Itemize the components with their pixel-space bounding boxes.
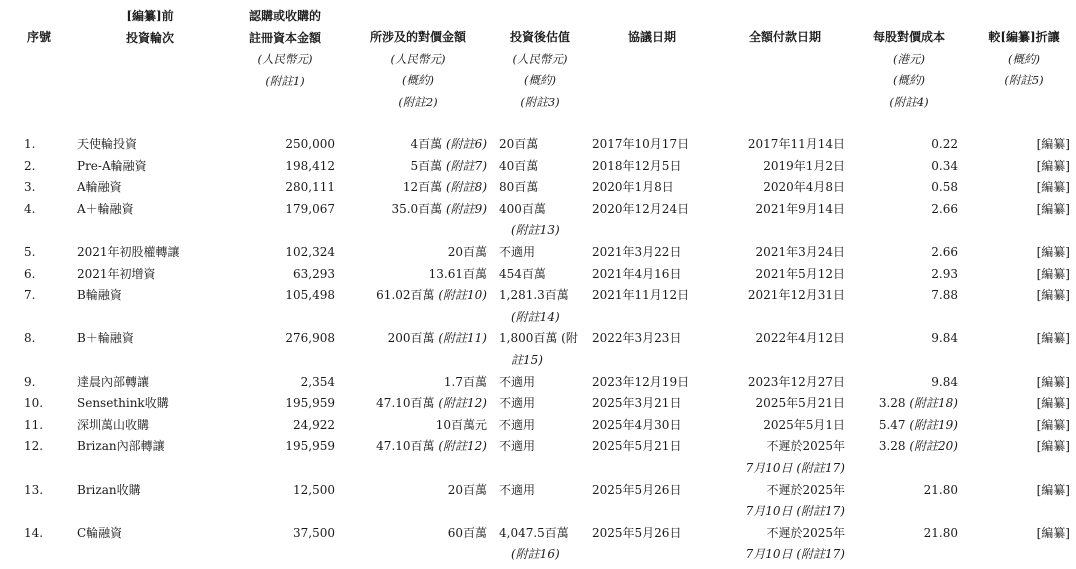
round-name: 深圳萬山收購 (77, 417, 150, 432)
agreement-date: 2025年5月26日 (592, 525, 682, 540)
header-payment-date-label: 全額付款日期 (748, 30, 821, 44)
row-number: 1. (24, 137, 36, 151)
valuation-value: 不適用 (499, 374, 536, 389)
cost-value: 0.22 (931, 137, 958, 151)
header-round-line1: [編纂]前 (126, 9, 174, 23)
consideration-note: (附註7) (446, 158, 487, 173)
consideration-value: 47.10百萬 (376, 439, 435, 454)
valuation (499, 134, 594, 156)
payment-date (705, 134, 845, 156)
payment-date-line1: 2021年5月12日 (755, 266, 845, 281)
agreement-date: 2021年11月12日 (592, 288, 690, 303)
payment-date (705, 242, 845, 264)
header-discount-approx: (概約) (1008, 51, 1040, 66)
header-cost-note: (附註4) (889, 94, 929, 109)
round-name: 天使輪投資 (77, 137, 138, 151)
discount: [編纂] (1036, 288, 1070, 303)
header-consideration (358, 27, 478, 113)
round-name: 2021年初增資 (77, 266, 156, 281)
discount: [編纂] (1036, 201, 1070, 216)
row-number: 2. (24, 158, 36, 173)
header-discount-label: 較[編纂]折讓 (988, 30, 1060, 44)
capital-amount: 12,500 (293, 482, 335, 497)
agreement-date: 2020年1月8日 (592, 180, 674, 195)
discount: [編纂] (1036, 396, 1070, 411)
consideration (340, 415, 487, 437)
valuation (499, 415, 594, 437)
round-name: Brizan收購 (77, 482, 141, 497)
discount: [編纂] (1036, 439, 1070, 454)
header-consideration-note: (附註2) (398, 94, 438, 109)
valuation-value: 1,281.3百萬 (499, 288, 569, 303)
payment-date (705, 264, 845, 286)
cost-per-share (850, 242, 958, 264)
agreement-date: 2021年4月16日 (592, 266, 682, 281)
capital-amount: 105,498 (285, 288, 335, 303)
consideration-value: 4百萬 (410, 137, 443, 151)
cost-value: 21.80 (923, 482, 958, 497)
round-name: Brizan內部轉讓 (77, 439, 165, 454)
consideration (340, 393, 487, 415)
table-row (0, 372, 1076, 394)
table-row (0, 480, 1076, 523)
payment-date (705, 415, 845, 437)
consideration-note: (附註9) (446, 201, 487, 216)
row-number: 10. (24, 396, 44, 411)
consideration-note: (附註12) (438, 396, 487, 411)
consideration-value: 60百萬 (447, 525, 487, 540)
cost-value: 21.80 (923, 525, 958, 540)
round-name: Pre-A輪融資 (77, 158, 147, 173)
consideration-value: 20百萬 (447, 482, 487, 497)
payment-date (705, 436, 845, 479)
table-row (0, 285, 1076, 328)
capital-amount: 195,959 (285, 396, 335, 411)
payment-date-line1: 2021年9月14日 (755, 201, 845, 216)
payment-date-line1: 2021年3月24日 (755, 244, 845, 259)
valuation (499, 242, 594, 264)
capital-amount: 198,412 (285, 158, 335, 173)
cost-value: 0.34 (931, 158, 958, 173)
discount: [編纂] (1036, 266, 1070, 281)
agreement-date: 2021年3月22日 (592, 244, 682, 259)
consideration-value: 61.02百萬 (376, 288, 435, 303)
row-number: 13. (24, 482, 44, 497)
header-valuation (490, 27, 590, 113)
valuation-value: 不適用 (499, 482, 536, 497)
cost-per-share (850, 523, 958, 545)
header-amount-unit: (人民幣元) (257, 52, 313, 66)
round-name: A輪融資 (77, 180, 122, 195)
capital-amount: 280,111 (285, 180, 335, 195)
header-payment-date (735, 27, 835, 49)
table-row (0, 156, 1076, 178)
consideration-note: (附註8) (446, 180, 487, 195)
header-round (100, 6, 200, 49)
payment-date (705, 480, 845, 523)
table-row (0, 177, 1076, 199)
header-valuation-approx: (概約) (524, 73, 556, 87)
table-row (0, 393, 1076, 415)
cost-per-share (850, 199, 958, 221)
payment-date (705, 156, 845, 178)
valuation (499, 156, 594, 178)
valuation-value: 不適用 (499, 439, 536, 454)
consideration-value: 5百萬 (410, 158, 443, 173)
valuation-value: 400百萬 (499, 201, 546, 216)
consideration (340, 177, 487, 199)
cost-per-share (850, 264, 958, 286)
payment-date-line1: 2025年5月1日 (763, 417, 845, 432)
agreement-date: 2020年12月24日 (592, 201, 690, 216)
consideration (340, 480, 487, 502)
header-cost-approx: (概約) (893, 73, 925, 87)
consideration (340, 372, 487, 394)
capital-amount: 24,922 (293, 417, 335, 432)
table-body (0, 134, 1076, 566)
consideration (340, 264, 487, 286)
valuation-value: 不適用 (499, 244, 536, 259)
table-row (0, 134, 1076, 156)
discount: [編纂] (1036, 158, 1070, 173)
valuation (499, 285, 594, 328)
payment-date (705, 285, 845, 307)
payment-date (705, 328, 845, 350)
payment-date-line1: 不遲於2025年 (766, 439, 845, 454)
capital-amount: 250,000 (285, 137, 335, 151)
header-discount (976, 27, 1072, 92)
header-consideration-approx: (概約) (402, 73, 434, 87)
cost-per-share (850, 177, 958, 199)
capital-amount: 37,500 (293, 525, 335, 540)
header-consideration-unit: (人民幣元) (390, 51, 446, 66)
agreement-date: 2025年5月26日 (592, 482, 682, 497)
cost-value: 7.88 (931, 288, 958, 303)
discount: [編纂] (1036, 137, 1070, 151)
round-name: B輪融資 (77, 288, 122, 303)
payment-date-line1: 2020年4月8日 (763, 180, 845, 195)
header-amount-note: (附註1) (265, 73, 305, 88)
row-number: 7. (24, 288, 36, 303)
row-number: 9. (24, 374, 36, 389)
payment-date-line1: 2023年12月27日 (747, 374, 845, 389)
valuation-value: 40百萬 (499, 158, 539, 173)
payment-date-line1: 不遲於2025年 (766, 525, 845, 540)
row-number: 11. (24, 417, 44, 432)
row-number: 12. (24, 439, 44, 454)
valuation (499, 393, 594, 415)
table-header (0, 6, 1076, 114)
valuation (499, 199, 594, 242)
header-consideration-label: 所涉及的對價金額 (369, 30, 466, 44)
table-row (0, 328, 1076, 371)
cost-value: 9.84 (931, 331, 958, 346)
consideration-note: (附註10) (438, 288, 487, 303)
header-amount-line2: 註冊資本金額 (248, 30, 321, 45)
consideration-value: 47.10百萬 (376, 396, 435, 411)
discount: [編纂] (1036, 482, 1070, 497)
header-discount-note: (附註5) (1004, 73, 1044, 87)
valuation (499, 328, 594, 371)
capital-amount: 2,354 (300, 374, 335, 389)
header-cost-unit: (港元) (893, 51, 925, 66)
consideration (340, 285, 487, 307)
consideration-value: 13.61百萬 (428, 266, 487, 281)
payment-date (705, 523, 845, 566)
header-valuation-unit: (人民幣元) (512, 51, 568, 66)
valuation-value: 4,047.5百萬 (499, 525, 569, 540)
valuation-note: (附註13) (511, 223, 560, 238)
consideration-value: 200百萬 (387, 331, 435, 346)
capital-amount: 63,293 (293, 266, 335, 281)
consideration-value: 10百萬元 (435, 417, 487, 432)
cost-per-share (850, 285, 958, 307)
valuation (499, 372, 594, 394)
discount: [編纂] (1036, 244, 1070, 259)
agreement-date: 2025年4月30日 (592, 417, 682, 432)
header-amount-line1: 認購或收購的 (248, 9, 321, 23)
header-seq (24, 27, 54, 49)
cost-per-share (850, 480, 958, 502)
payment-date (705, 177, 845, 199)
row-number: 6. (24, 266, 36, 281)
agreement-date: 2025年5月21日 (592, 439, 682, 454)
valuation-note: (附註16) (511, 547, 560, 562)
consideration (340, 242, 487, 264)
cost-note: (附註18) (909, 396, 958, 411)
header-cost-label: 每股對價成本 (872, 30, 945, 44)
cost-note: (附註20) (909, 439, 958, 454)
cost-value: 2.93 (931, 266, 958, 281)
round-name: 達晨內部轉讓 (77, 374, 150, 389)
cost-value: 3.28 (878, 439, 906, 454)
table-row (0, 523, 1076, 566)
capital-amount: 179,067 (285, 201, 335, 216)
valuation-note: 註15) (511, 352, 543, 367)
payment-date (705, 199, 845, 221)
consideration-note: (附註6) (446, 137, 487, 151)
row-number: 3. (24, 180, 36, 195)
cost-value: 2.66 (931, 244, 958, 259)
round-name: A＋輪融資 (77, 201, 134, 216)
payment-date-line1: 2022年4月12日 (755, 331, 845, 346)
agreement-date: 2018年12月5日 (592, 158, 682, 173)
cost-per-share (850, 328, 958, 350)
row-number: 14. (24, 525, 44, 540)
row-number: 4. (24, 201, 36, 216)
payment-date-line1: 2025年5月21日 (755, 396, 845, 411)
round-name: Sensethink收購 (77, 396, 169, 411)
consideration (340, 156, 487, 178)
valuation-value: 20百萬 (499, 137, 539, 151)
payment-date (705, 372, 845, 394)
discount: [編纂] (1036, 180, 1070, 195)
header-round-line2: 投資輪次 (125, 30, 174, 45)
payment-date-line2: 7月10日 (附註17) (745, 504, 845, 518)
agreement-date: 2017年10月17日 (592, 137, 690, 151)
cost-per-share (850, 156, 958, 178)
agreement-date: 2022年3月23日 (592, 331, 682, 346)
consideration (340, 199, 487, 221)
cost-value: 3.28 (878, 396, 906, 411)
round-name: B＋輪融資 (77, 331, 134, 346)
table-row (0, 436, 1076, 479)
row-number: 8. (24, 331, 36, 346)
valuation (499, 523, 594, 566)
agreement-date: 2025年3月21日 (592, 396, 682, 411)
capital-amount: 195,959 (285, 439, 335, 454)
consideration-value: 12百萬 (402, 180, 443, 195)
row-number: 5. (24, 244, 36, 259)
cost-value: 2.66 (931, 201, 958, 216)
capital-amount: 276,908 (285, 331, 335, 346)
discount: [編纂] (1036, 374, 1070, 389)
valuation-value: 80百萬 (499, 180, 539, 195)
payment-date-line2: 7月10日 (附註17) (745, 460, 845, 475)
payment-date-line2: 7月10日 (附註17) (745, 547, 845, 562)
valuation-value: 454百萬 (499, 266, 546, 281)
header-seq-label: 序號 (26, 30, 51, 44)
valuation (499, 177, 594, 199)
cost-per-share (850, 134, 958, 156)
valuation-value: 1,800百萬 (附 (499, 331, 578, 346)
cost-per-share (850, 436, 958, 458)
table-row (0, 199, 1076, 242)
table-row (0, 242, 1076, 264)
valuation (499, 480, 594, 502)
payment-date-line1: 不遲於2025年 (766, 482, 845, 497)
round-name: C輪融資 (77, 525, 123, 540)
valuation (499, 264, 594, 286)
agreement-date: 2023年12月19日 (592, 374, 690, 389)
header-agreement-date (612, 27, 692, 49)
consideration-value: 20百萬 (447, 244, 487, 259)
consideration (340, 436, 487, 458)
discount: [編纂] (1036, 525, 1070, 540)
consideration-value: 1.7百萬 (443, 374, 487, 389)
discount: [編纂] (1036, 331, 1070, 346)
cost-value: 9.84 (931, 374, 958, 389)
payment-date-line1: 2019年1月2日 (763, 158, 845, 173)
consideration-value: 35.0百萬 (391, 201, 443, 216)
header-cost (862, 27, 956, 113)
header-valuation-label: 投資後估值 (509, 30, 570, 44)
valuation-value: 不適用 (499, 396, 536, 411)
header-agreement-date-label: 協議日期 (627, 30, 676, 44)
round-name: 2021年初股權轉讓 (77, 244, 180, 259)
table-row (0, 264, 1076, 286)
cost-per-share (850, 415, 958, 437)
valuation-note: (附註14) (511, 309, 560, 324)
header-valuation-note: (附註3) (520, 94, 560, 109)
consideration (340, 328, 487, 350)
valuation (499, 436, 594, 458)
consideration (340, 523, 487, 545)
cost-note: (附註19) (909, 417, 958, 432)
payment-date (705, 393, 845, 415)
cost-value: 5.47 (878, 417, 906, 432)
payment-date-line1: 2017年11月14日 (747, 137, 845, 151)
capital-amount: 102,324 (285, 244, 335, 259)
cost-per-share (850, 393, 958, 415)
table-row (0, 415, 1076, 437)
cost-per-share (850, 372, 958, 394)
cost-value: 0.58 (931, 180, 958, 195)
consideration-note: (附註12) (438, 439, 487, 454)
payment-date-line1: 2021年12月31日 (747, 288, 845, 303)
header-amount (232, 6, 338, 92)
consideration-note: (附註11) (438, 331, 487, 346)
discount: [編纂] (1036, 417, 1070, 432)
valuation-value: 不適用 (499, 417, 536, 432)
consideration (340, 134, 487, 156)
